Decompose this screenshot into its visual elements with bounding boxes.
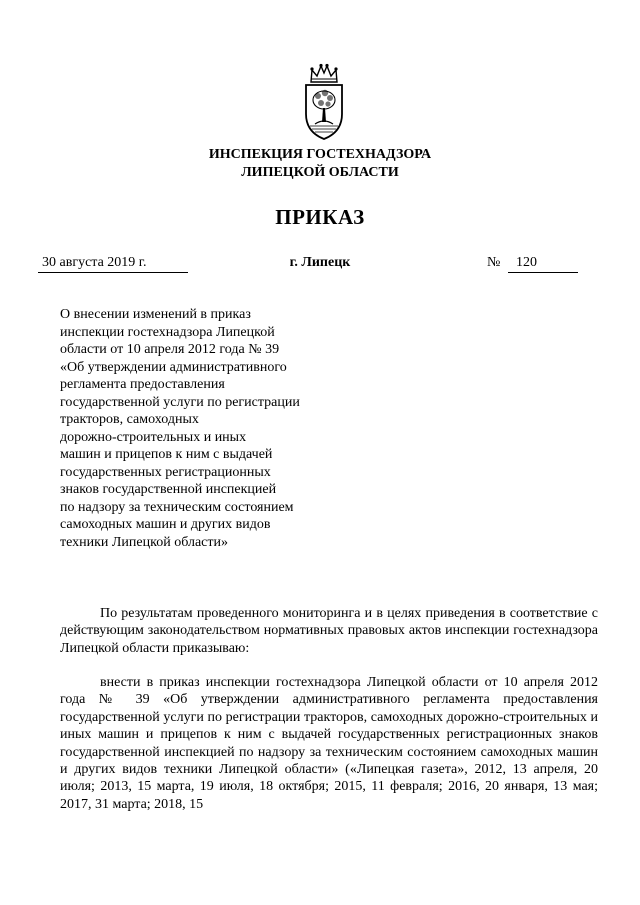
document-subject xyxy=(60,306,340,551)
document-city: г. Липецк xyxy=(289,255,351,270)
subject-line: дорожно-строительных и иных xyxy=(60,429,247,445)
number-underline xyxy=(508,272,578,273)
body-paragraph-1: По результатам проведенного мониторинга и в целях приведения в соответствие с действующим законодательством нормативных правовых актов инспекции гостехнадзора Липецкой области приказываю: xyxy=(60,606,598,656)
subject-line: государственных регистрационных xyxy=(60,464,271,480)
org-name-line2: ЛИПЕЦКОЙ ОБЛАСТИ xyxy=(241,165,399,180)
subject-line: О внесении изменений в приказ xyxy=(60,307,251,322)
subject-line: самоходных машин и других видов xyxy=(60,517,271,532)
number-sign: № xyxy=(487,255,501,270)
subject-line: государственной услуги по регистрации xyxy=(60,394,300,410)
subject-line: техники Липецкой области» xyxy=(60,534,228,550)
subject-line: знаков государственной инспекцией xyxy=(60,482,277,497)
subject-line: регламента предоставления xyxy=(60,377,225,392)
date-underline xyxy=(38,272,188,273)
subject-line: машин и прицепов к ним с выдачей xyxy=(60,447,273,462)
subject-line: по надзору за техническим состоянием xyxy=(60,499,294,515)
subject-line: инспекции гостехнадзора Липецкой xyxy=(60,324,275,340)
subject-line: тракторов, самоходных xyxy=(60,412,199,427)
document-number: 120 xyxy=(516,255,537,270)
document-date: 30 августа 2019 г. xyxy=(42,255,147,270)
subject-line: области от 10 апреля 2012 года № 39 xyxy=(60,342,280,357)
body-paragraph-2: внести в приказ инспекции гостехнадзора Липецкой области от 10 апреля 2012 года № 39 «Об утверждении административного регламента предоставления государственной услуги по регистрации тракторов, самоходных дорожно-строительных и иных машин и прицепов к ним с выдачей государственных регистрационных знаков государственной инспекцией по надзору за техническим состоянием самоходных машин и других видов техники Липецкой области» («Липецкая газета», 2012, 13 апреля, 20 июля; 2013, 15 марта, 19 июля, 18 октября; 2015, 11 февраля; 2016, 20 января, 13 мая; 2017, 31 марта; 2018, 15 xyxy=(60,675,598,812)
coat-of-arms-emblem xyxy=(301,62,347,142)
document-type-title: ПРИКАЗ xyxy=(275,205,365,229)
org-name-line1: ИНСПЕКЦИЯ ГОСТЕХНАДЗОРА xyxy=(208,147,432,162)
subject-line: «Об утверждении административного xyxy=(60,359,287,375)
